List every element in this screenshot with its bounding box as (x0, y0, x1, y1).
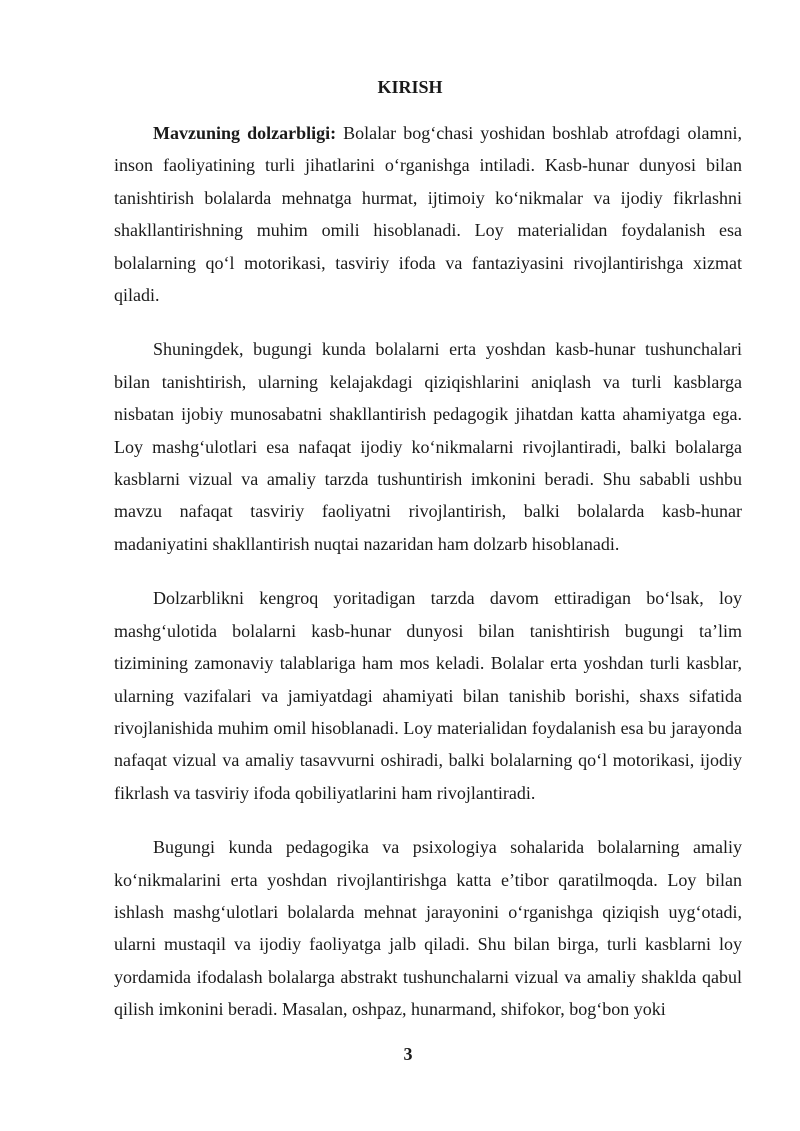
paragraph-lead: Mavzuning dolzarbligi: (153, 123, 337, 143)
paragraph-relevance (114, 117, 742, 311)
document-body (114, 117, 742, 1048)
paragraph-text: Bolalar bog‘chasi yoshidan boshlab atrofdagi olamni, inson faoliyatining turli jihatlarini o‘rganishga intiladi. Kasb-hunar dunyosi bilan tanishtirish bolalarda mehnatga hurmat, ijtimoiy ko‘nikmalar va ijodiy fikrlashni shakllantirishning muhim omili hisoblanadi. Loy materialidan foydalanish esa bolalarning qo‘l motorikasi, tasviriy ifoda va fantaziyasini rivojlantirishga xizmat qiladi. (114, 123, 742, 306)
section-title: KIRISH (377, 77, 443, 97)
page-number: 3 (403, 1044, 413, 1064)
paragraph: Bugungi kunda pedagogika va psixologiya sohalarida bolalarning amaliy ko‘nikmalarini erta yoshdan rivojlantirishga katta e’tibor qaratilmoqda. Loy bilan ishlash mashg‘ulotlari bolalarda mehnat jarayonini o‘rganishga qiziqish uyg‘otadi, ularni mustaqil va ijodiy faoliyatga jalb qiladi. Shu bilan birga, turli kasblarni loy yordamida ifodalash bolalarga abstrakt tushunchalarni vizual va amaliy shaklda qabul qilish imkonini beradi. Masalan, oshpaz, hunarmand, shifokor, bog‘bon yoki (114, 837, 742, 1020)
paragraph: Shuningdek, bugungi kunda bolalarni erta yoshdan kasb-hunar tushunchalari bilan tanishtirish, ularning kelajakdagi qiziqishlarini aniqlash va turli kasblarga nisbatan ijobiy munosabatni shakllantirish pedagogik jihatdan katta ahamiyatga ega. Loy mashg‘ulotlari esa nafaqat ijodiy ko‘nikmalarni rivojlantiradi, balki bolalarga kasblarni vizual va amaliy tarzda tushuntirish imkonini beradi. Shu sababli ushbu mavzu nafaqat tasviriy faoliyatni rivojlantirish, balki bolalarda kasb-hunar madaniyatini shakllantirish nuqtai nazaridan ham dolzarb hisoblanadi. (114, 339, 742, 554)
paragraph: Dolzarblikni kengroq yoritadigan tarzda davom ettiradigan bo‘lsak, loy mashg‘ulotida bolalarni kasb-hunar dunyosi bilan tanishtirish bugungi ta’lim tizimining zamonaviy talablariga ham mos keladi. Bolalar erta yoshdan turli kasblar, ularning vazifalari va jamiyatdagi ahamiyati bilan tanishib borishi, shaxs sifatida rivojlanishida muhim omil hisoblanadi. Loy materialidan foydalanish esa bu jarayonda nafaqat vizual va amaliy tasavvurni oshiradi, balki bolalarning qo‘l motorikasi, ijodiy fikrlash va tasviriy ifoda qobiliyatlarini ham rivojlantiradi. (114, 588, 742, 803)
